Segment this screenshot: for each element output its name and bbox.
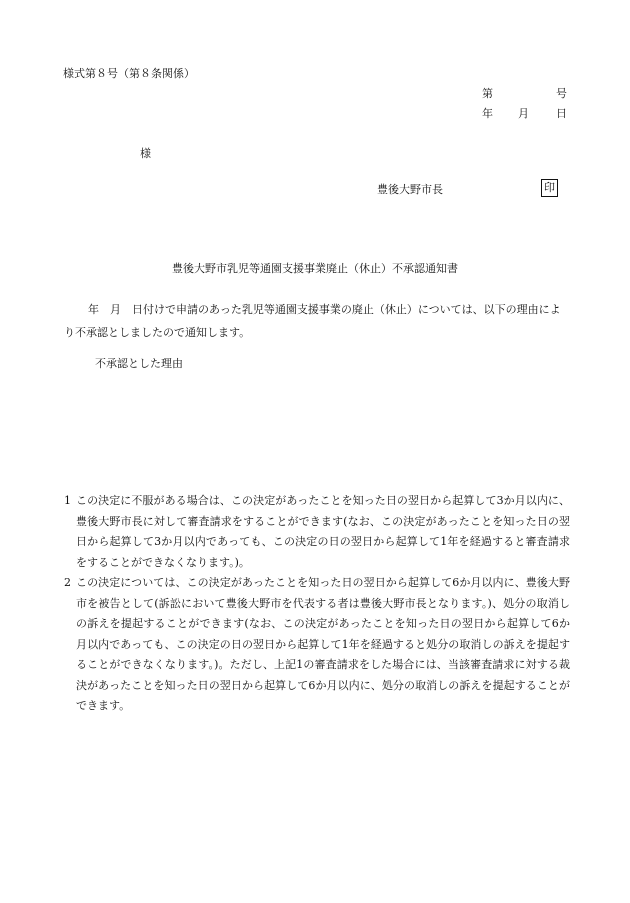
number-prefix: 第 [482,87,493,100]
note-number: 2 [64,576,71,589]
note-item [64,491,570,573]
form-number: 様式第８号（第８条関係） [63,67,195,80]
note-item [64,573,570,717]
seal-mark: 印 [541,179,558,197]
body-paragraph: 年 月 日付けで申請のあった乳児等通園支援事業の廃止（休止）については、以下の理由により不承認としましたので通知します。 [64,303,561,339]
notes-list [64,491,570,717]
note-text: この決定については、この決定があったことを知った日の翌日から起算して6か月以内に、豊後大野市を被告として(訴訟において豊後大野市を代表する者は豊後大野市長となります。)、処分の取消しの訴えを提起することができます(なお、この決定があったことを知った日の翌日から起算して6か月以内であっても、この決定の日の翌日から起算して1年を経過すると処分の取消しの訴えを提起することができなくなります。)。ただし、上記1の審査請求をした場合には、当該審査請求に対する裁決があったことを知った日の翌日から起算して6か月以内に、処分の取消しの訴えを提起することができます。 [76,576,570,712]
note-text: この決定に不服がある場合は、この決定があったことを知った日の翌日から起算して3か月以内に、豊後大野市長に対して審査請求をすることができます(なお、この決定があったことを知った日の翌日から起算して3か月以内であっても、この決定の日の翌日から起算して1年を経過すると審査請求をすることができなくなります。)。 [76,494,570,569]
note-number: 1 [64,494,71,507]
reason-label: 不承認とした理由 [95,357,183,370]
document-title: 豊後大野市乳児等通園支援事業廃止（休止）不承認通知書 [172,262,458,275]
recipient-suffix: 様 [140,147,151,160]
date-year: 年 [482,107,493,120]
issuer-name: 豊後大野市長 [377,183,443,196]
date-month: 月 [518,107,529,120]
date-day: 日 [556,107,567,120]
number-suffix: 号 [556,87,567,100]
